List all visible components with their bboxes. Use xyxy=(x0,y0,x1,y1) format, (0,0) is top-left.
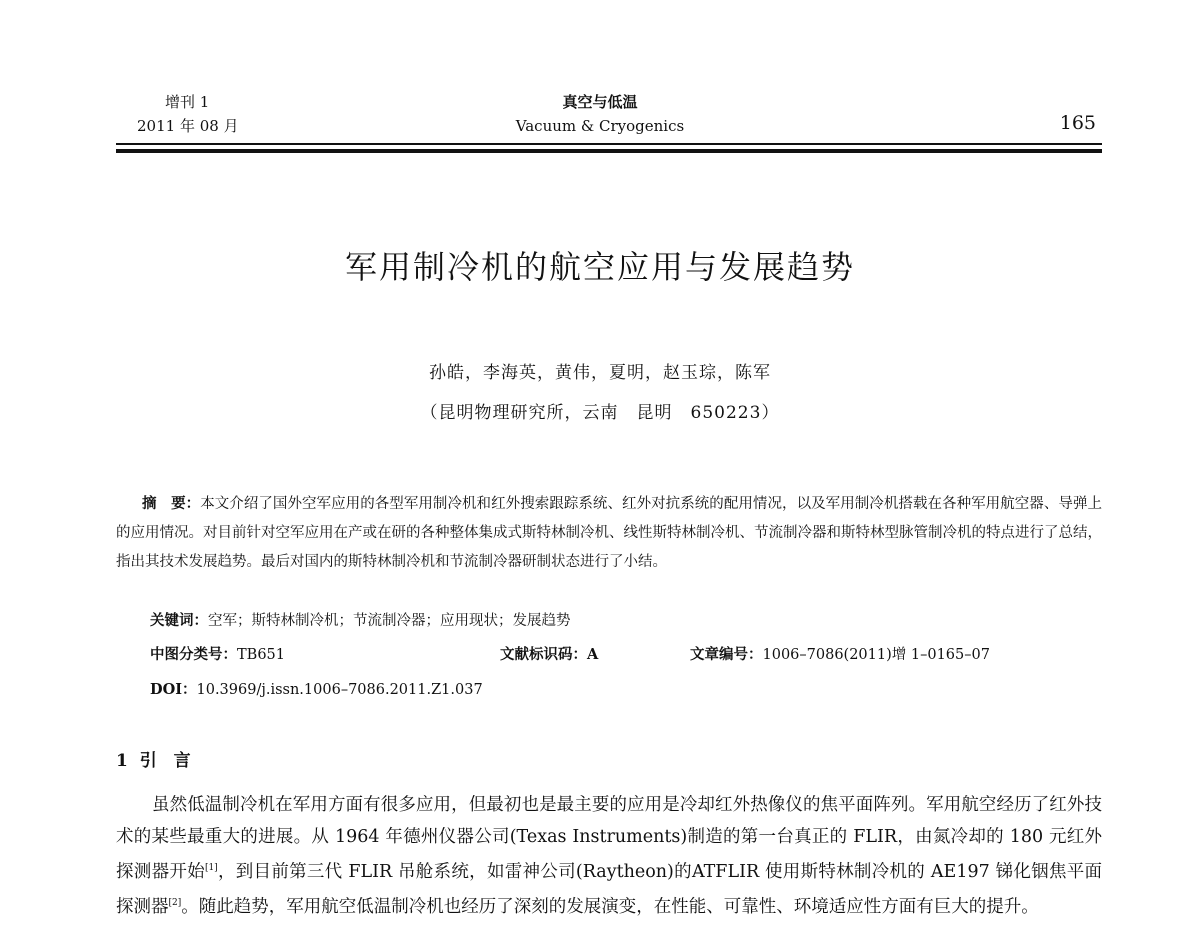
keywords-label: 关键词： xyxy=(150,612,208,629)
article-no-value: 1006–7086(2011)增 1–0165–07 xyxy=(762,647,990,663)
clc-number xyxy=(150,645,285,665)
abstract xyxy=(116,489,1102,577)
abstract-text: 本文介绍了国外空军应用的各型军用制冷机和红外搜索跟踪系统、红外对抗系统的配用情况，以及军用制冷机搭载在各种军用航空器、导弹上的应用情况。对目前针对空军应用在产或在研的各种整体集成式斯特林制冷机、线性斯特林制冷机、节流制冷器和斯特林型脉管制冷机的特点进行了总结，指出其技术发展趋势。最后对国内的斯特林制冷机和节流制冷器研制状态进行了小结。 xyxy=(116,496,1102,570)
journal-name-cn: 真空与低温 xyxy=(562,93,638,111)
doc-code-label: 文献标识码： xyxy=(500,646,587,663)
article-number xyxy=(690,645,990,665)
doi-label: DOI： xyxy=(150,681,197,698)
doi-value: 10.3969/j.issn.1006–7086.2011.Z1.037 xyxy=(196,682,483,698)
section-title: 引 言 xyxy=(139,751,191,771)
keywords xyxy=(150,611,571,631)
intro-text-part-1: 虽然低温制冷机在军用方面有很多应用，但最初也是最主要的应用是冷却红外热像仪的焦平面阵列。军用航空经历了红外技术的某些最重大的进展。从 1964 年德州仪器公司(Texas Instruments)制造的第一台真正的 FLIR，由氮冷却的 180 元红外探测器开始 xyxy=(116,795,1102,882)
document-code xyxy=(500,645,598,665)
keywords-text: 空军；斯特林制冷机；节流制冷器；应用现状；发展趋势 xyxy=(208,613,571,629)
section-heading xyxy=(116,746,191,771)
author-list: 孙皓，李海英，黄伟，夏明，赵玉琮，陈军 xyxy=(429,363,771,383)
abstract-label: 摘 要： xyxy=(142,495,201,512)
doc-code-value: A xyxy=(587,646,599,663)
citation-1: [1] xyxy=(204,863,218,873)
intro-text-part-2: ，到目前第三代 FLIR 吊舱系统，如雷神公司(Raytheon)的ATFLIR 使用斯特林制冷机的 AE197 锑化铟焦平面探测器 xyxy=(116,861,1103,918)
intro-text-part-3: 。随此趋势，军用航空低温制冷机也经历了深刻的发展演变，在性能、可靠性、环境适应性方面有巨大的提升。 xyxy=(181,897,1039,918)
affiliation: （昆明物理研究所，云南 昆明 650223） xyxy=(420,403,780,423)
header-rule-thin xyxy=(116,143,1102,145)
section-number: 1 xyxy=(116,751,128,771)
doi xyxy=(150,680,483,700)
issue-date: 2011 年 08 月 xyxy=(137,117,239,135)
issue-label: 增刊 1 xyxy=(165,93,210,111)
intro-paragraph xyxy=(116,790,1102,924)
page-number: 165 xyxy=(1059,112,1096,134)
article-no-label: 文章编号： xyxy=(690,646,763,663)
clc-value: TB651 xyxy=(237,647,286,663)
header-rule-thick xyxy=(116,149,1102,153)
journal-name-en: Vacuum & Cryogenics xyxy=(515,117,685,135)
citation-2: [2] xyxy=(168,898,182,909)
clc-label: 中图分类号： xyxy=(150,646,237,663)
paper-title: 军用制冷机的航空应用与发展趋势 xyxy=(344,248,855,286)
